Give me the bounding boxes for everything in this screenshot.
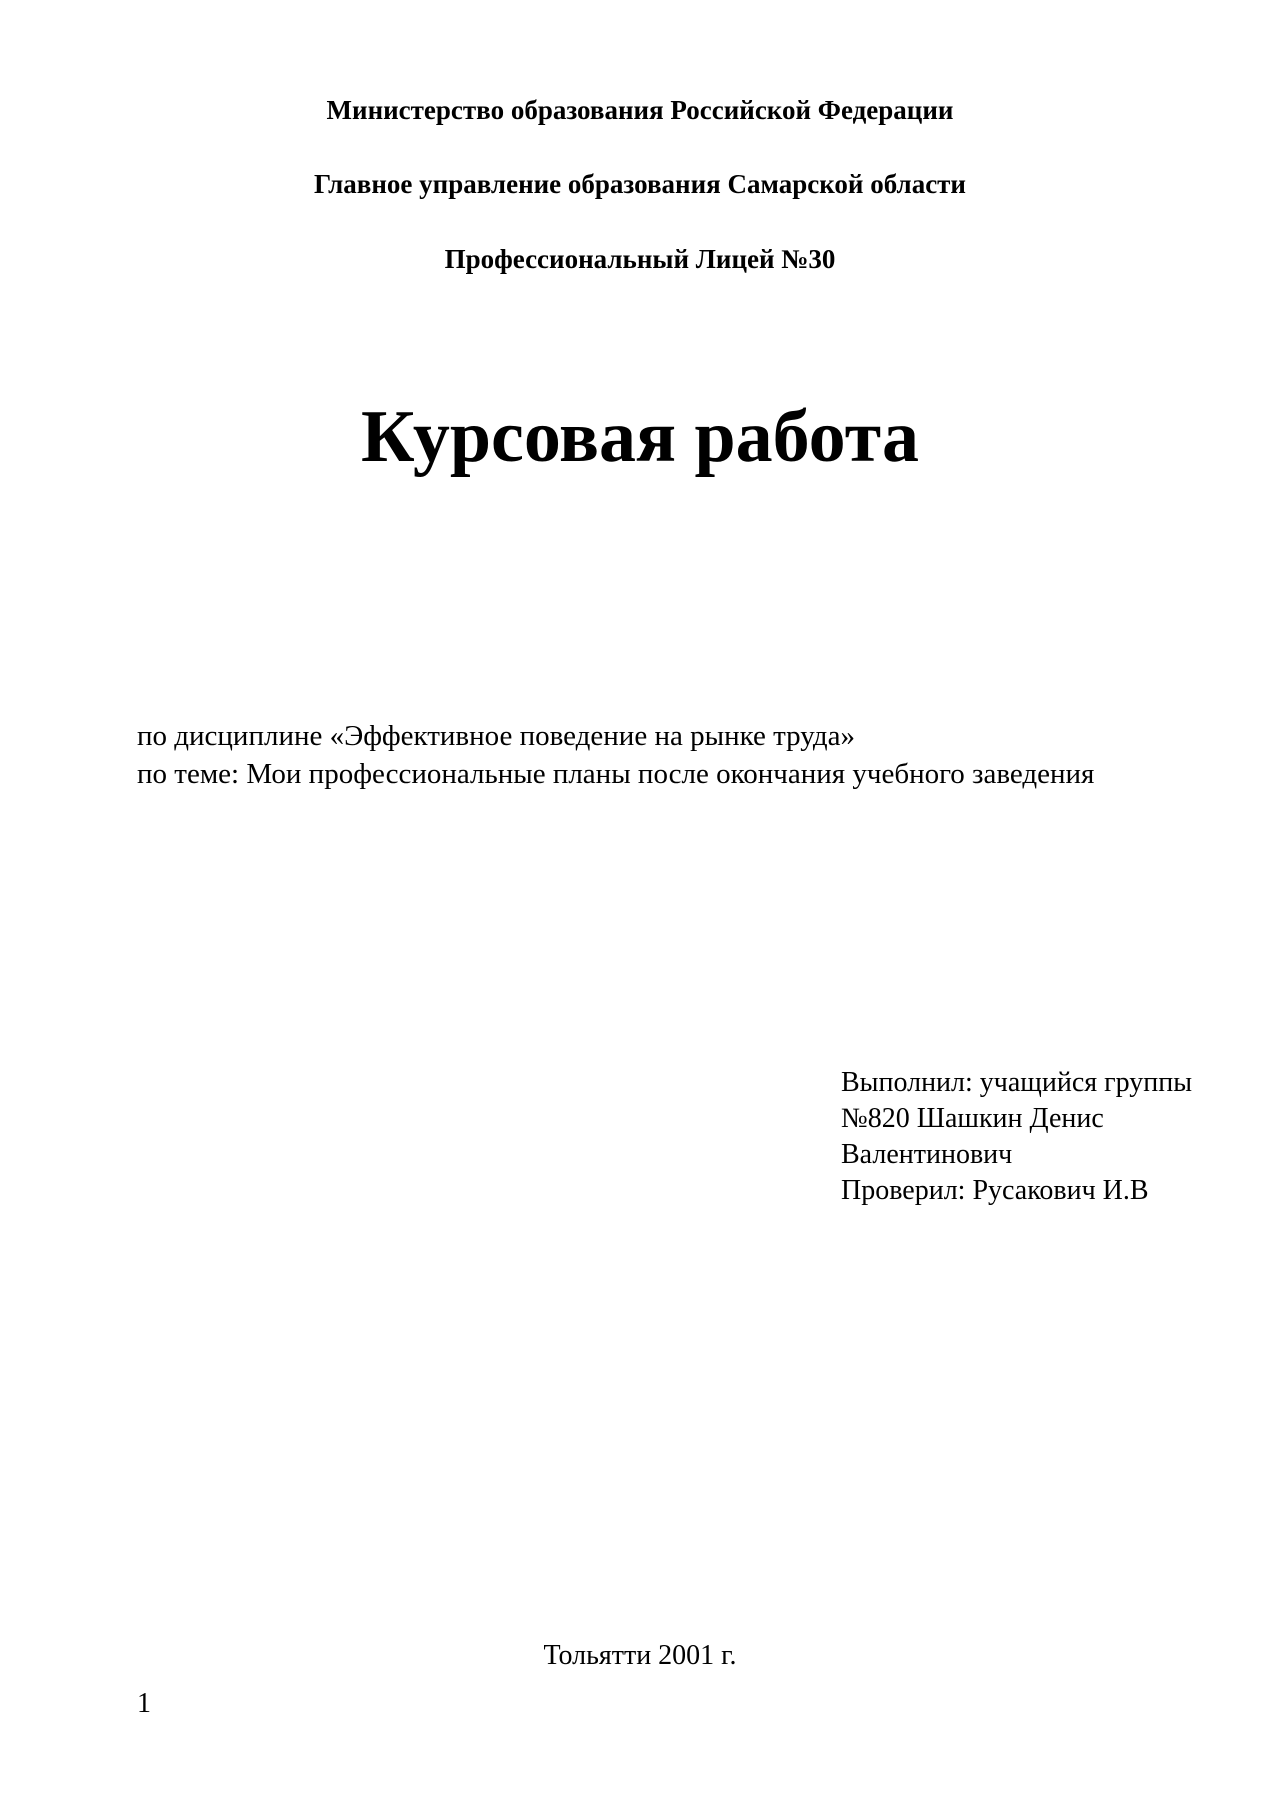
author-line-performed: Выполнил: учащийся группы xyxy=(841,1067,1193,1098)
directorate-heading: Главное управление образования Самарской области xyxy=(313,169,966,199)
discipline-line: по дисциплине «Эффективное поведение на рынке труда» xyxy=(137,720,856,752)
author-block xyxy=(841,1065,1261,1209)
city-year: Тольятти 2001 г. xyxy=(543,1640,737,1671)
document-title: Курсовая работа xyxy=(361,396,919,478)
ministry-heading: Министерство образования Российской Федерации xyxy=(326,95,954,125)
author-line-group-name: №820 Шашкин Денис xyxy=(841,1103,1104,1134)
topic-line: по теме: Мои профессиональные планы после окончания учебного заведения xyxy=(137,758,1095,790)
author-line-checked: Проверил: Русакович И.В xyxy=(841,1175,1149,1206)
lyceum-heading: Профессиональный Лицей №30 xyxy=(444,244,836,274)
page-number: 1 xyxy=(137,1688,151,1719)
author-line-patronymic: Валентинович xyxy=(841,1139,1013,1170)
